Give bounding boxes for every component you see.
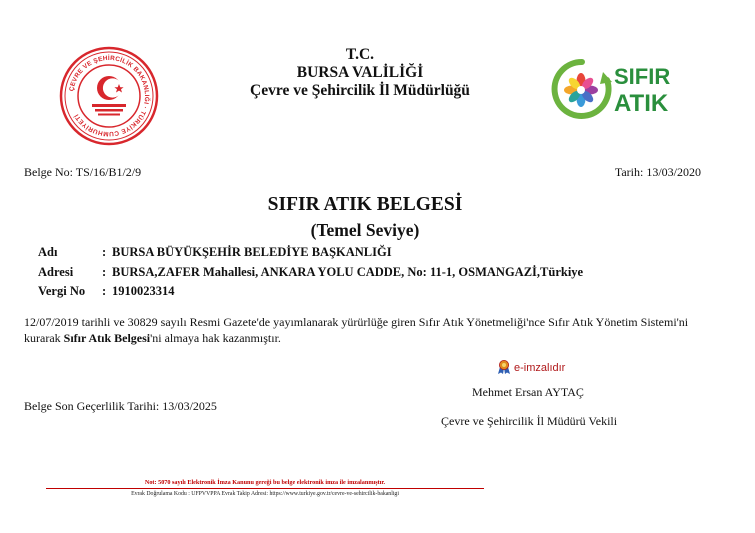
field-colon: : (102, 245, 107, 259)
statement-bold: Sıfır Atık Belgesi (63, 331, 151, 345)
field-colon: : (102, 284, 107, 298)
certificate-level: (Temel Seviye) (310, 220, 420, 240)
statement-text-2: 'ni almaya hak kazanmıştır. (150, 331, 281, 345)
document-date: Tarih: 13/03/2020 (614, 165, 701, 179)
footer-note: Not: 5070 sayılı Elektronik İmza Kanunu gereği bu belge elektronik imza ile imzalanmıştır. (144, 479, 386, 486)
header-line-tc: T.C. (345, 46, 375, 63)
e-signature-badge (498, 360, 565, 377)
signer-title: Çevre ve Şehircilik İl Müdürü Vekili (441, 414, 618, 428)
svg-text:SIFIR: SIFIR (614, 64, 671, 89)
field-label: Adresi (38, 265, 74, 279)
footer-verification: Evrak Doğrulama Kodu : UFPVVPPA Evrak Takip Adresi: https://www.turkiye.gov.tr/cevre-ve-sehircilik-bakanligi (131, 491, 399, 497)
field-value: BURSA,ZAFER Mahallesi, ANKARA YOLU CADDE, No: 11-1, OSMANGAZİ,Türkiye (112, 265, 584, 279)
sifir-atik-logo (550, 58, 690, 120)
svg-text:ÇEVRE VE ŞEHİRCİLİK BAKANLIĞI: ÇEVRE VE ŞEHİRCİLİK BAKANLIĞI · TÜRKİYE CUMHURİYETİ (68, 54, 151, 138)
medal-icon (498, 360, 510, 377)
signer-name: Mehmet Ersan AYTAÇ (472, 385, 584, 399)
field-value: 1910023314 (112, 284, 175, 298)
header (180, 46, 540, 100)
validity-date: Belge Son Geçerlilik Tarihi: 13/03/2025 (24, 399, 217, 413)
field-colon: : (102, 265, 107, 279)
svg-text:ATIK: ATIK (614, 90, 669, 117)
ministry-seal-icon (59, 46, 159, 146)
field-value: BURSA BÜYÜKŞEHİR BELEDİYE BAŞKANLIĞI (112, 245, 392, 259)
footer-divider (46, 488, 484, 489)
header-line-directorate: Çevre ve Şehircilik İl Müdürlüğü (250, 82, 470, 99)
document-number: Belge No: TS/16/B1/2/9 (24, 165, 142, 179)
e-signature-label: e-imzalıdır (514, 362, 566, 374)
field-label: Vergi No (38, 284, 86, 298)
statement-text-1: 12/07/2019 tarihli ve 30829 sayılı Resmi Gazete'de yayımlanarak yürürlüğe giren Sıfır Atık Yönetmeliği'nce Sıfır Atık Yönetim Sistemi'ni kurarak (24, 315, 689, 345)
field-label: Adı (38, 245, 58, 259)
certificate-statement (24, 314, 714, 346)
certificate-title: SIFIR ATIK BELGESİ (267, 194, 463, 215)
header-line-governorship: BURSA VALİLİĞİ (296, 64, 424, 81)
